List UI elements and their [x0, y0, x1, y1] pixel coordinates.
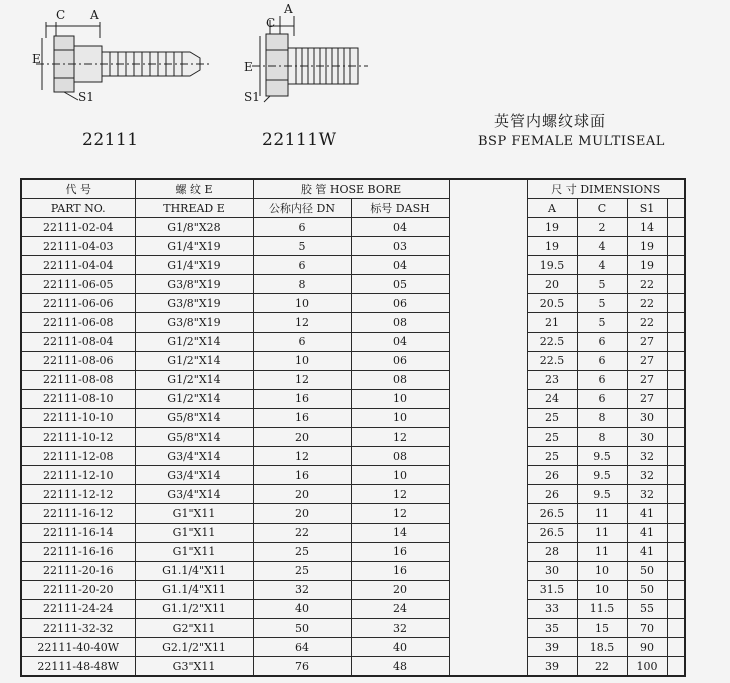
table-row: [21, 504, 685, 523]
cell-blank: [667, 580, 685, 599]
cell-dash: 05: [351, 275, 449, 294]
cell-blank: [667, 351, 685, 370]
cell-part: 22111-06-06: [21, 294, 135, 313]
cell-s1: 22: [627, 275, 667, 294]
cell-c: 8: [577, 408, 627, 427]
cell-c: 10: [577, 561, 627, 580]
cell-blank: [667, 561, 685, 580]
cell-part: 22111-08-06: [21, 351, 135, 370]
table-row: [21, 618, 685, 637]
dim-label-e-w: E: [244, 60, 253, 74]
cell-s1: 90: [627, 638, 667, 657]
cell-c: 6: [577, 332, 627, 351]
table-row: [21, 237, 685, 256]
cell-thread: G1"X11: [135, 504, 253, 523]
dim-label-c: C: [56, 8, 66, 22]
cell-blank: [667, 275, 685, 294]
dim-label-a: A: [90, 8, 99, 22]
cell-s1: 41: [627, 504, 667, 523]
cell-dash: 16: [351, 561, 449, 580]
cell-dn: 40: [253, 599, 351, 618]
cell-part: 22111-32-32: [21, 618, 135, 637]
header-thread-en: THREAD E: [135, 199, 253, 218]
cell-dn: 20: [253, 428, 351, 447]
cell-dash: 20: [351, 580, 449, 599]
cell-dash: 03: [351, 237, 449, 256]
cell-part: 22111-04-03: [21, 237, 135, 256]
cell-a: 19: [527, 237, 577, 256]
cell-dash: 04: [351, 332, 449, 351]
cell-s1: 22: [627, 294, 667, 313]
cell-dash: 08: [351, 313, 449, 332]
cell-thread: G1/8"X28: [135, 218, 253, 237]
cell-a: 26.5: [527, 504, 577, 523]
cell-a: 19: [527, 218, 577, 237]
cell-a: 22.5: [527, 351, 577, 370]
table-row: [21, 523, 685, 542]
cell-dash: 06: [351, 294, 449, 313]
cell-thread: G3/8"X19: [135, 275, 253, 294]
header-part-en: PART NO.: [21, 199, 135, 218]
cell-a: 24: [527, 389, 577, 408]
cell-a: 35: [527, 618, 577, 637]
cell-dash: 06: [351, 351, 449, 370]
table-row: [21, 389, 685, 408]
cell-s1: 30: [627, 408, 667, 427]
cell-blank: [667, 466, 685, 485]
cell-dn: 20: [253, 504, 351, 523]
cell-s1: 41: [627, 523, 667, 542]
cell-blank: [667, 332, 685, 351]
fitting-drawing-22111w: [240, 4, 380, 108]
cell-a: 25: [527, 447, 577, 466]
cell-part: 22111-40-40W: [21, 638, 135, 657]
cell-c: 11.5: [577, 599, 627, 618]
table-row: [21, 466, 685, 485]
header-blank: [667, 199, 685, 218]
cell-dn: 12: [253, 313, 351, 332]
cell-thread: G1/4"X19: [135, 256, 253, 275]
cell-dn: 25: [253, 561, 351, 580]
table-row: [21, 275, 685, 294]
cell-part: 22111-06-08: [21, 313, 135, 332]
cell-dn: 16: [253, 389, 351, 408]
cell-dn: 12: [253, 370, 351, 389]
cell-a: 26: [527, 485, 577, 504]
cell-c: 10: [577, 580, 627, 599]
cell-a: 28: [527, 542, 577, 561]
cell-c: 9.5: [577, 447, 627, 466]
cell-c: 6: [577, 389, 627, 408]
cell-a: 26: [527, 466, 577, 485]
cell-s1: 100: [627, 657, 667, 677]
cell-dash: 40: [351, 638, 449, 657]
cell-c: 4: [577, 256, 627, 275]
cell-blank: [667, 485, 685, 504]
table-row: [21, 294, 685, 313]
model-number-22111: 22111: [82, 130, 139, 150]
cell-c: 5: [577, 294, 627, 313]
header-a: A: [527, 199, 577, 218]
cell-blank: [667, 370, 685, 389]
cell-thread: G1/2"X14: [135, 370, 253, 389]
cell-part: 22111-10-12: [21, 428, 135, 447]
cell-a: 21: [527, 313, 577, 332]
cell-dn: 12: [253, 447, 351, 466]
cell-dn: 6: [253, 332, 351, 351]
cell-a: 23: [527, 370, 577, 389]
cell-thread: G3/8"X19: [135, 294, 253, 313]
cell-dash: 32: [351, 618, 449, 637]
cell-dn: 16: [253, 408, 351, 427]
cell-dash: 48: [351, 657, 449, 677]
cell-part: 22111-10-10: [21, 408, 135, 427]
cell-s1: 19: [627, 256, 667, 275]
cell-part: 22111-04-04: [21, 256, 135, 275]
cell-blank: [667, 218, 685, 237]
cell-a: 33: [527, 599, 577, 618]
cell-blank: [667, 599, 685, 618]
cell-blank: [667, 447, 685, 466]
cell-dash: 08: [351, 370, 449, 389]
cell-part: 22111-02-04: [21, 218, 135, 237]
header-dash: 标号 DASH: [351, 199, 449, 218]
header-hose-en: HOSE BORE: [329, 183, 402, 196]
cell-c: 15: [577, 618, 627, 637]
cell-dn: 5: [253, 237, 351, 256]
cell-dash: 10: [351, 466, 449, 485]
cell-dn: 8: [253, 275, 351, 294]
spec-table: [20, 178, 686, 677]
cell-part: 22111-20-20: [21, 580, 135, 599]
cell-thread: G3/8"X19: [135, 313, 253, 332]
cell-a: 20: [527, 275, 577, 294]
cell-dn: 22: [253, 523, 351, 542]
cell-thread: G5/8"X14: [135, 428, 253, 447]
header-dim-en: DIMENSIONS: [580, 183, 661, 196]
cell-thread: G3/4"X14: [135, 466, 253, 485]
cell-c: 9.5: [577, 485, 627, 504]
cell-thread: G3"X11: [135, 657, 253, 677]
dim-label-a-w: A: [284, 2, 293, 16]
cell-s1: 19: [627, 237, 667, 256]
cell-dash: 16: [351, 542, 449, 561]
cell-part: 22111-12-10: [21, 466, 135, 485]
cell-part: 22111-12-12: [21, 485, 135, 504]
cell-dash: 12: [351, 485, 449, 504]
table-row: [21, 370, 685, 389]
cell-dash: 08: [351, 447, 449, 466]
cell-blank: [667, 523, 685, 542]
cell-blank: [667, 638, 685, 657]
cell-s1: 32: [627, 447, 667, 466]
cell-blank: [667, 237, 685, 256]
cell-c: 11: [577, 542, 627, 561]
cell-dn: 6: [253, 218, 351, 237]
cell-part: 22111-16-14: [21, 523, 135, 542]
cell-c: 6: [577, 370, 627, 389]
cell-part: 22111-48-48W: [21, 657, 135, 677]
cell-blank: [667, 657, 685, 677]
dim-label-e: E: [32, 52, 41, 66]
dim-label-c-w: C: [266, 16, 276, 30]
header-row-1: [21, 179, 685, 199]
cell-dash: 10: [351, 389, 449, 408]
cell-dn: 10: [253, 294, 351, 313]
cell-dn: 76: [253, 657, 351, 677]
cell-dash: 14: [351, 523, 449, 542]
cell-a: 26.5: [527, 523, 577, 542]
cell-thread: G5/8"X14: [135, 408, 253, 427]
table-row: [21, 599, 685, 618]
cell-thread: G1/4"X19: [135, 237, 253, 256]
cell-part: 22111-08-08: [21, 370, 135, 389]
cell-part: 22111-12-08: [21, 447, 135, 466]
cell-s1: 27: [627, 351, 667, 370]
cell-c: 18.5: [577, 638, 627, 657]
header-part-cn: 代 号: [21, 179, 135, 199]
dim-label-s1-w: S1: [244, 90, 260, 104]
cell-blank: [667, 428, 685, 447]
cell-blank: [667, 389, 685, 408]
cell-c: 6: [577, 351, 627, 370]
cell-dash: 24: [351, 599, 449, 618]
cell-part: 22111-06-05: [21, 275, 135, 294]
table-row: [21, 638, 685, 657]
cell-thread: G1/2"X14: [135, 389, 253, 408]
cell-s1: 30: [627, 428, 667, 447]
cell-thread: G1"X11: [135, 523, 253, 542]
cell-part: 22111-20-16: [21, 561, 135, 580]
cell-s1: 50: [627, 561, 667, 580]
cell-blank: [667, 542, 685, 561]
cell-part: 22111-24-24: [21, 599, 135, 618]
cell-blank: [667, 256, 685, 275]
cell-c: 8: [577, 428, 627, 447]
cell-thread: G1/2"X14: [135, 351, 253, 370]
table-row: [21, 428, 685, 447]
cell-dn: 64: [253, 638, 351, 657]
cell-c: 11: [577, 523, 627, 542]
cell-thread: G1.1/2"X11: [135, 599, 253, 618]
cell-dash: 10: [351, 408, 449, 427]
cell-s1: 22: [627, 313, 667, 332]
cell-dash: 12: [351, 428, 449, 447]
cell-c: 5: [577, 275, 627, 294]
cell-blank: [667, 294, 685, 313]
header-thread-cn: 螺 纹 E: [135, 179, 253, 199]
header-hose-cn: 胶 管: [300, 183, 327, 196]
cell-dn: 10: [253, 351, 351, 370]
table-row: [21, 542, 685, 561]
cell-dn: 25: [253, 542, 351, 561]
table-row: [21, 561, 685, 580]
cell-dn: 20: [253, 485, 351, 504]
table-row: [21, 313, 685, 332]
table-row: [21, 657, 685, 677]
cell-blank: [667, 408, 685, 427]
cell-dn: 32: [253, 580, 351, 599]
cell-blank: [667, 504, 685, 523]
header-s1: S1: [627, 199, 667, 218]
table-row: [21, 256, 685, 275]
cell-thread: G2.1/2"X11: [135, 638, 253, 657]
cell-c: 4: [577, 237, 627, 256]
cell-a: 25: [527, 428, 577, 447]
cell-blank: [667, 618, 685, 637]
cell-dn: 16: [253, 466, 351, 485]
table-row: [21, 447, 685, 466]
cell-a: 20.5: [527, 294, 577, 313]
cell-dash: 04: [351, 256, 449, 275]
table-row: [21, 485, 685, 504]
cell-thread: G1.1/4"X11: [135, 561, 253, 580]
cell-c: 9.5: [577, 466, 627, 485]
cell-thread: G1.1/4"X11: [135, 580, 253, 599]
cell-a: 39: [527, 638, 577, 657]
cell-part: 22111-16-16: [21, 542, 135, 561]
cell-part: 22111-08-10: [21, 389, 135, 408]
cell-s1: 55: [627, 599, 667, 618]
cell-blank: [667, 313, 685, 332]
cell-a: 30: [527, 561, 577, 580]
cell-part: 22111-16-12: [21, 504, 135, 523]
cell-dash: 12: [351, 504, 449, 523]
cell-dn: 6: [253, 256, 351, 275]
cell-s1: 27: [627, 389, 667, 408]
cell-c: 22: [577, 657, 627, 677]
cell-s1: 70: [627, 618, 667, 637]
header-dn: 公称内径 DN: [253, 199, 351, 218]
cell-s1: 27: [627, 370, 667, 389]
table-row: [21, 351, 685, 370]
table-row: [21, 218, 685, 237]
header-hose-bore: [253, 179, 449, 199]
header-dim-cn: 尺 寸: [551, 183, 577, 196]
cell-a: 31.5: [527, 580, 577, 599]
header-c: C: [577, 199, 627, 218]
cell-thread: G1/2"X14: [135, 332, 253, 351]
table-row: [21, 332, 685, 351]
cell-a: 39: [527, 657, 577, 677]
table-row: [21, 580, 685, 599]
header-dimensions: [527, 179, 685, 199]
header-row-2: [21, 199, 685, 218]
fitting-drawing-22111: [30, 8, 220, 108]
cell-thread: G3/4"X14: [135, 447, 253, 466]
cell-thread: G1"X11: [135, 542, 253, 561]
cell-part: 22111-08-04: [21, 332, 135, 351]
spacer-column: [449, 179, 527, 676]
table-row: [21, 408, 685, 427]
cell-thread: G2"X11: [135, 618, 253, 637]
dim-label-s1: S1: [78, 90, 94, 104]
product-title-cn: 英管内螺纹球面: [494, 112, 607, 130]
model-number-22111w: 22111W: [262, 130, 337, 150]
cell-a: 22.5: [527, 332, 577, 351]
cell-dn: 50: [253, 618, 351, 637]
cell-s1: 41: [627, 542, 667, 561]
cell-c: 5: [577, 313, 627, 332]
cell-s1: 32: [627, 485, 667, 504]
cell-s1: 27: [627, 332, 667, 351]
cell-thread: G3/4"X14: [135, 485, 253, 504]
cell-s1: 50: [627, 580, 667, 599]
cell-s1: 32: [627, 466, 667, 485]
cell-a: 25: [527, 408, 577, 427]
cell-a: 19.5: [527, 256, 577, 275]
product-title-en: BSP FEMALE MULTISEAL: [478, 134, 665, 149]
cell-s1: 14: [627, 218, 667, 237]
cell-c: 2: [577, 218, 627, 237]
cell-c: 11: [577, 504, 627, 523]
cell-dash: 04: [351, 218, 449, 237]
